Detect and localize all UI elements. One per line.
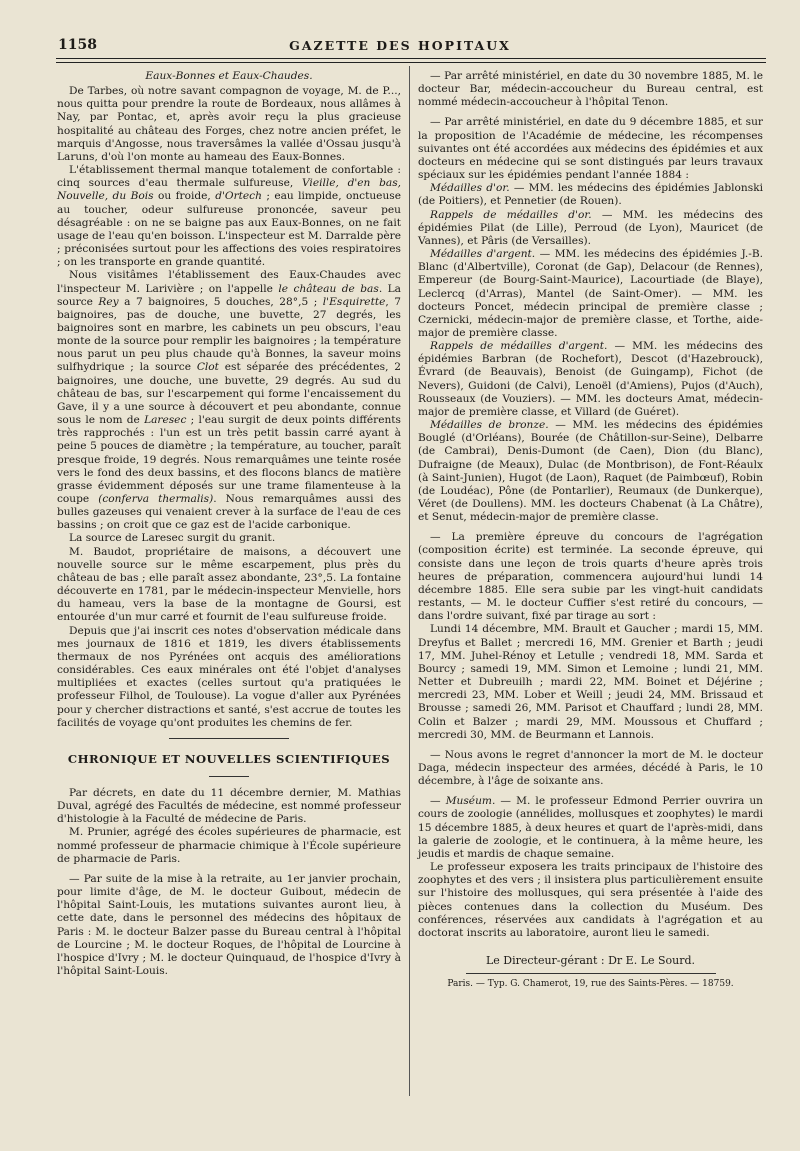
text-run: — MM. les médecins des épidémies Pilat (de Lille), Perroud (de Lyon), Mauricet (de Vannes), et Pâris (de Versailles). — [418, 208, 763, 247]
text-run: Muséum. — [445, 795, 496, 808]
section-title: CHRONIQUE ET NOUVELLES SCIENTIFIQUES — [67, 751, 391, 766]
text-run: ; eau limpide, onctueuse au toucher, odeur sulfureuse prononcée, saveur peu désagréable : on ne se baigne pas aux Eaux-Bonnes, on ne fait usage de l'eau qu'en boisson. L'inspecteur est M. Darralde père ; préconisées surtout pour les affections des voies respiratoires ; on les transporte en grande quantité. — [57, 190, 401, 269]
paragraph: Lundi 14 décembre, MM. Brault et Gaucher ; mardi 15, MM. Dreyfus et Ballet ; mercredi 16, MM. Grenier et Barth ; jeudi 17, MM. Juhel-Rénoy et Letulle ; vendredi 18, MM. Sarda et Bourcy ; samedi 19, MM. Simon et Lemoine ; lundi 21, MM. Netter et Dubreuilh ; mardi 22, MM. Boinet et Déjérine ; mercredi 23, MM. Lober et Weill ; jeudi 24, MM. Brissaud et Brousse ; samedi 26, MM. Parisot et Chauffard ; lundi 28, MM. Colin et Balzer ; mardi 29, MM. Moussous et Chuffard ; mercredi 30, MM. de Beurmann et Lannois. — [418, 623, 763, 741]
text-run: Médailles d'or. — [430, 182, 510, 195]
spacer — [418, 742, 763, 749]
text-run: ; l'eau surgit de deux points différents très rapprochés : l'un est un très petit bassin carré ayant à peine 5 pouces de diamètre ; la température, au toucher, paraît presque froide, 19 degrés. Nous remarquâmes une teinte rosée vers le fond des deux bassins, et des flocons blancs de matière grasse évidemment déposés sur une trame filamenteuse à la coupe — [57, 414, 401, 505]
text-run: (conferva thermalis) — [98, 493, 214, 505]
text-run: — — [430, 795, 446, 808]
text-run: — MM. les médecins des épidémies J.-B. Blanc (d'Albertville), Coronat (de Gap), Delacour (de Rennes), Empereur (de Bourg-Saint-Maurice), Lacourtiade (de Blaye), Leclercq (d'Arras), Mantel (de Saint-Omer). — MM. les docteurs Poncet, médecin principal de première classe ; Czernicki, médecin-major de première classe, et Torthe, aide-major de première classe. — [418, 248, 763, 339]
section-separator — [169, 738, 289, 739]
text-run: ou froide, — [153, 190, 216, 203]
paragraph: De Tarbes, où notre savant compagnon de voyage, M. de P..., nous quitta pour prendre la route de Bordeaux, nous allâmes à Nay, par Pontac, et, après avoir reçu la plus gracieuse hospitalité au château des Forges, chez notre ancien préfet, le marquis d'Angosse, nous traversâmes la vallée d'Ossau jusqu'à Laruns, d'où l'on monte au hameau des Eaux-Bonnes. — [57, 85, 401, 163]
paragraph: M. Prunier, agrégé des écoles supérieures de pharmacie, est nommé professeur de pharmacie chimique à l'École supérieure de pharmacie de Paris. — [57, 826, 401, 865]
paragraph — [57, 164, 401, 269]
text-run: , 7 baignoires, pas de douche, une buvette, 27 degrés, les baignoires sont en marbre, les cabinets un peu obscurs, l'eau monte de la source pour remplir les baignoires ; la température nous parut un peu plus chaude qu'à Bonnes, la saveur moins sulfhydrique ; la source — [57, 295, 401, 374]
spacer — [418, 524, 763, 531]
paragraph: — Nous avons le regret d'annoncer la mort de M. le docteur Daga, médecin inspecteur des armées, décédé à Paris, le 10 décembre, à l'âge de soixante ans. — [418, 748, 763, 788]
text-run: Rappels de médailles d'or. — [430, 208, 592, 221]
paragraph — [418, 419, 763, 524]
signature-line: Le Directeur-gérant : Dr E. Le Sourd. — [485, 954, 696, 967]
right-column — [418, 70, 763, 991]
paragraph: — Par arrêté ministériel, en date du 9 décembre 1885, et sur la proposition de l'Académie de médecine, les récompenses suivantes ont été accordées aux médecins des épidémies et aux docteurs en médecine qui se sont distingués par leurs travaux spéciaux sur les épidémies pendant l'année 1884 : — [418, 116, 763, 182]
paragraph — [418, 795, 763, 861]
text-run: . La source — [57, 282, 401, 308]
spacer — [57, 866, 401, 873]
text-run: Nous visitâmes l'établissement des Eaux-Chaudes avec l'inspecteur M. Larivière ; on l'appelle — [57, 269, 401, 295]
paragraph — [418, 182, 763, 208]
text-run: d'Ortech — [215, 190, 262, 203]
paragraph: Depuis que j'ai inscrit ces notes d'observation médicale dans mes journaux de 1816 et 1819, les divers établissements thermaux de nos Pyrénées ont acquis des améliorations considérables. Ces eaux minérales ont été l'objet d'analyses multipliées et exactes (celles surtout qu'a pratiquées le professeur Filhol, de Toulouse). La vogue d'aller aux Pyrénées pour y chercher distractions et santé, s'est accrue de toutes les facilités de voyage qu'ont produites les chemins de fer. — [57, 624, 401, 729]
text-run: a 7 baignoires, 5 douches, 28°,5 ; — [118, 295, 323, 308]
text-run: est séparée des précédentes, 2 baignoires, une douche, une buvette, 29 degrés. Au sud du château de bas, sur l'escarpement qui forme l'encaissement du Gave, il y a une source à découvert et peu abondante, connue sous le nom de — [57, 361, 401, 427]
header-rule — [56, 58, 766, 63]
printer-imprint: Paris. — Typ. G. Chamerot, 19, rue des Saints-Pères. — 18759. — [447, 979, 734, 990]
text-run: Laresec — [144, 414, 187, 427]
column-divider — [409, 66, 410, 1096]
text-run: le château de bas — [278, 282, 379, 295]
title-separator — [209, 776, 249, 777]
paragraph — [57, 269, 401, 532]
text-run: Médailles d'argent. — [430, 248, 536, 261]
paragraph: Le professeur exposera les traits principaux de l'histoire des zoophytes et des vers ; il insistera plus particulièrement ensuite sur l'histoire des mollusques, qui sera présentée à l'aide des pièces contenues dans la collection du Muséum. Des conférences, réservées aux candidats à l'agrégation et au doctorat inscrits au laboratoire, auront lieu le samedi. — [418, 861, 763, 939]
text-run: . Nous remarquâmes aussi des bulles gazeuses qui venaient crever à la surface de l'eau de ces bassins ; on croit que ce gaz est de l'acide carbonique. — [57, 493, 402, 532]
text-run: Rappels de médailles d'argent. — [430, 340, 608, 353]
paragraph: Par décrets, en date du 11 décembre dernier, M. Mathias Duval, agrégé des Facultés de médecine, est nommé professeur d'histologie à la Faculté de médecine de Paris. — [57, 786, 401, 826]
paragraph — [418, 248, 763, 340]
paragraph: La source de Laresec surgit du granit. — [69, 532, 276, 545]
spacer — [418, 109, 763, 116]
paragraph: M. Baudot, propriétaire de maisons, a découvert une nouvelle source sur le même escarpement, plus près du château de bas ; elle paraît assez abondante, 23°,5. La fontaine découverte en 1781, par le médecin-inspecteur Menvielle, hors du hameau, vers la base de la montagne de Goursi, est entourée d'un mur carré et fournit de l'eau sulfureuse froide. — [57, 545, 401, 624]
text-run: Vieille, d'en bas, Nouvelle, du Bois — [57, 177, 401, 203]
imprint-rule — [466, 973, 716, 974]
text-run: L'établissement thermal manque totalement de confortable : cinq sources d'eau thermale sulfureuse, — [57, 164, 401, 190]
article-subheading: Eaux-Bonnes et Eaux-Chaudes. — [145, 70, 313, 82]
paragraph: — Par suite de la mise à la retraite, au 1er janvier prochain, pour limite d'âge, de M. le docteur Guibout, médecin de l'hôpital Saint-Louis, les mutations suivantes auront lieu, à cette date, dans le personnel des médecins des hôpitaux de Paris : M. le docteur Balzer passe du Bureau central à l'hôpital de Lourcine ; M. le docteur Roques, de l'hôpital de Lourcine à l'hospice d'Ivry ; M. le docteur Quinquaud, de l'hospice d'Ivry à l'hôpital Saint-Louis. — [57, 872, 401, 977]
text-run: — MM. les médecins des épidémies Barbran (de Rochefort), Descot (d'Hazebrouck), Évrard (de Beauvais), Benoist (de Guingamp), Fichot (de Nevers), Guidoni (de Calvi), Lenoël (d'Amiens), Pujos (d'Auch), Rousseaux (de Vouziers). — MM. les docteurs Amat, médecin-major de première classe, et Villard (de Guéret). — [418, 340, 763, 418]
text-run: Médailles de bronze. — [430, 419, 549, 432]
text-run: l'Esquirette — [322, 295, 386, 308]
text-run: Rey — [98, 295, 119, 308]
page-header-title: GAZETTE DES HOPITAUX — [289, 38, 511, 53]
paragraph — [418, 340, 763, 419]
text-run: — MM. les médecins des épidémies Bouglé (d'Orléans), Bourée (de Châtillon-sur-Seine), Delbarre (de Cambrai), Denis-Dumont (de Caen), Dion (du Blanc), Dufraigne (de Meaux), Dulac (de Montbrison), de Font-Réaulx (à Saint-Junien), Hugot (de Laon), Raquet (de Paimbœuf), Robin (de Loudéac), Pône (de Pontarlier), Reumaux (de Dunkerque), Véret (de Doullens). MM. les docteurs Chabenat (à La Châtre), et Senut, médecin-major de première classe. — [418, 419, 763, 524]
paragraph: — La première épreuve du concours de l'agrégation (composition écrite) est terminée. La seconde épreuve, qui consiste dans une leçon de trois quarts d'heure après trois heures de préparation, commencera aujourd'hui lundi 14 décembre 1885. Elle sera subie par les vingt-huit candidats restants, — M. le docteur Cuffier s'est retiré du concours, — dans l'ordre suivant, fixé par tirage au sort : — [418, 531, 763, 623]
page-number: 1158 — [58, 37, 97, 53]
paragraph — [418, 209, 763, 248]
left-column — [57, 70, 401, 978]
spacer — [418, 788, 763, 795]
text-run: — M. le professeur Edmond Perrier ouvrira un cours de zoologie (annélides, mollusques et zoophytes) le mardi 15 décembre 1885, à deux heures et quart de l'après-midi, dans la galerie de zoologie, et le continuera, à la même heure, les jeudis et mardis de chaque semaine. — [418, 795, 764, 860]
text-run: Clot — [196, 361, 219, 374]
text-run: — MM. les médecins des épidémies Jablonski (de Poitiers), et Pennetier (de Rouen). — [418, 182, 763, 208]
paragraph: — Par arrêté ministériel, en date du 30 novembre 1885, M. le docteur Bar, médecin-accoucheur du Bureau central, est nommé médecin-accoucheur à l'hôpital Tenon. — [418, 70, 763, 109]
